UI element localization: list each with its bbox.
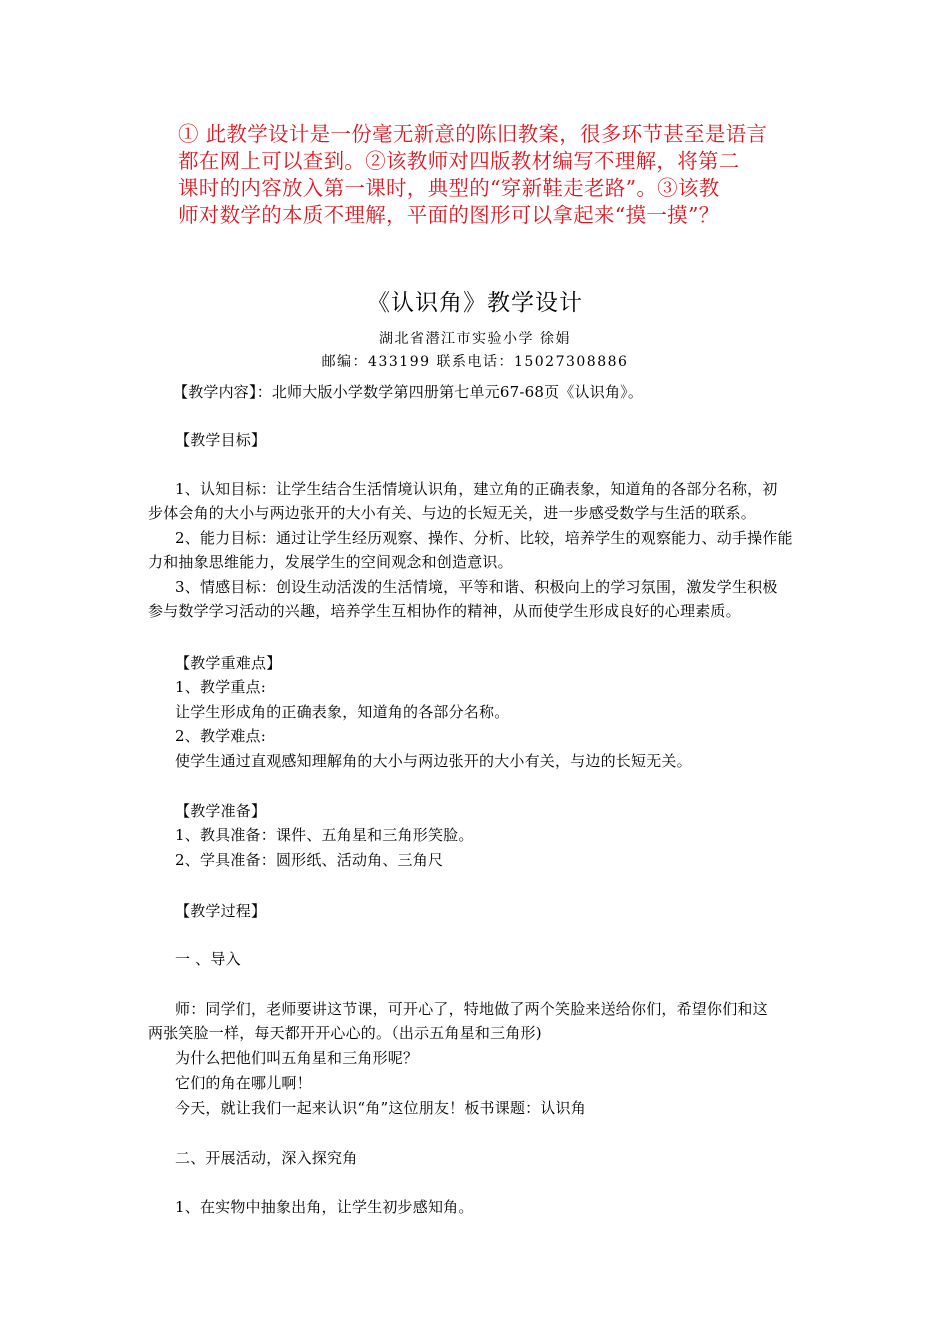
page-title: 《认识角》教学设计 (367, 290, 583, 316)
process-line: 它们的角在哪儿啊！ (175, 1074, 312, 1092)
keypoint-line: 2、教学难点: (175, 727, 266, 745)
teacher-line-1: 师：同学们，老师要讲这节课，可开心了，特地做了两个笑脸来送给你们，希望你们和这 (175, 1000, 768, 1018)
goal-1-line-1: 1、认知目标：让学生结合生活情境认识角，建立角的正确表象，知道角的各部分名称，初 (175, 480, 778, 498)
keypoint-line: 1、教学重点: (175, 678, 266, 696)
goal-1-line-2: 步体会角的大小与两边张开的大小有关、与边的长短无关，进一步感受数学与生活的联系。 (148, 504, 757, 522)
goal-2-line-1: 2、能力目标：通过让学生经历观察、操作、分析、比较，培养学生的观察能力、动手操作能 (175, 529, 793, 547)
activity-step-1: 1、在实物中抽象出角，让学生初步感知角。 (175, 1198, 474, 1216)
goal-3-line-1: 3、情感目标：创设生动活泼的生活情境，平等和谐、积极向上的学习氛围，激发学生积极 (175, 578, 778, 596)
section-activity-heading: 二、开展活动，深入探究角 (175, 1149, 358, 1167)
comment-line: 课时的内容放入第一课时，典型的“穿新鞋走老路”。③该教 (178, 176, 720, 200)
prep-heading: 【教学准备】 (175, 802, 267, 820)
goal-2-line-2: 力和抽象思维能力，发展学生的空间观念和创造意识。 (148, 553, 513, 571)
process-heading: 【教学过程】 (175, 902, 267, 920)
process-line: 为什么把他们叫五角星和三角形呢？ (175, 1049, 419, 1067)
comment-line: 师对数学的本质不理解，平面的图形可以拿起来“摸一摸”？ (178, 203, 720, 227)
comment-line: 都在网上可以查到。②该教师对四版教材编写不理解，将第二 (178, 149, 740, 173)
section-intro-heading: 一 、导入 (175, 950, 241, 968)
teacher-line-2: 两张笑脸一样，每天都开开心心的。（出示五角星和三角形) (148, 1024, 542, 1042)
comment-line: ① 此教学设计是一份毫无新意的陈旧教案，很多环节甚至是语言 (178, 122, 768, 146)
goals-heading: 【教学目标】 (175, 431, 267, 449)
goal-3-line-2: 参与数学学习活动的兴趣，培养学生互相协作的精神，从而使学生形成良好的心理素质。 (148, 602, 741, 620)
prep-line: 1、教具准备：课件、五角星和三角形笑脸。 (175, 826, 474, 844)
keypoint-line: 让学生形成角的正确表象，知道角的各部分名称。 (175, 703, 510, 721)
keypoint-line: 使学生通过直观感知理解角的大小与两边张开的大小有关，与边的长短无关。 (175, 752, 692, 770)
prep-line: 2、学具准备：圆形纸、活动角、三角尺 (175, 851, 444, 869)
keypoints-heading: 【教学重难点】 (175, 654, 282, 672)
process-line: 今天，就让我们一起来认识“角”这位朋友！板书课题：认识角 (175, 1099, 586, 1117)
content-line: 【教学内容】：北师大版小学数学第四册第七单元67-68页《认识角》。 (173, 383, 644, 401)
contact-line: 邮编：433199 联系电话：15027308886 (321, 354, 629, 370)
reviewer-comment (178, 121, 818, 229)
author-line: 湖北省潜江市实验小学 徐娟 (379, 331, 571, 347)
